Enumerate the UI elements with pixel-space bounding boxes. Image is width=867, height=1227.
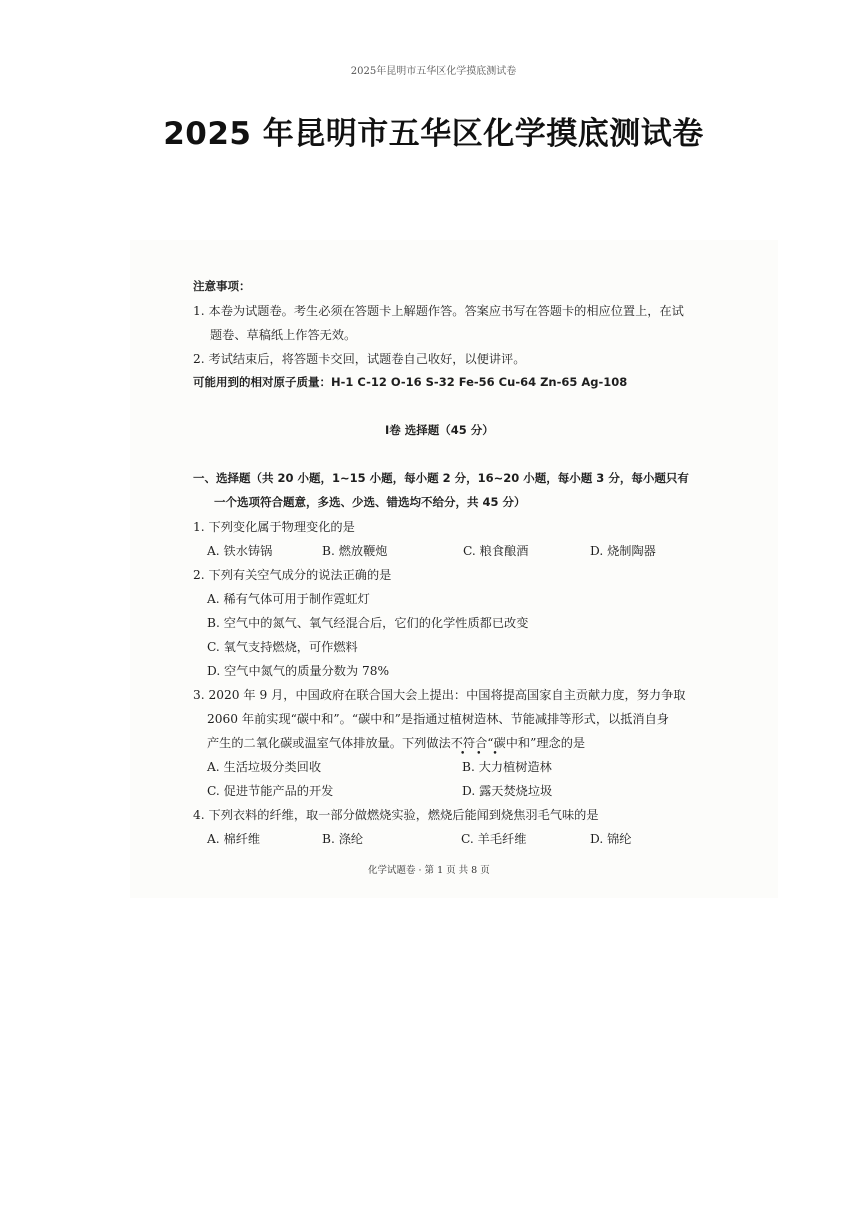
q3-option-d: D. 露天焚烧垃圾 — [462, 784, 553, 798]
q1-stem: 1. 下列变化属于物理变化的是 — [193, 520, 355, 534]
notice-item-1-cont: 题卷、草稿纸上作答无效。 — [210, 328, 357, 342]
q1-option-d: D. 烧制陶器 — [590, 544, 656, 558]
notice-item-2: 2. 考试结束后，将答题卡交回，试题卷自己收好，以便讲评。 — [193, 352, 526, 366]
q3-option-a: A. 生活垃圾分类回收 — [207, 760, 322, 774]
q4-option-c: C. 羊毛纤维 — [461, 832, 527, 846]
atomic-mass-line: 可能用到的相对原子质量：H-1 C-12 O-16 S-32 Fe-56 Cu-64 Zn-65 Ag-108 — [193, 375, 628, 389]
q2-option-b: B. 空气中的氮气、氧气经混合后，它们的化学性质都已改变 — [207, 616, 529, 630]
q1-option-c: C. 粮食酿酒 — [463, 544, 529, 558]
q3-option-b: B. 大力植树造林 — [462, 760, 552, 774]
notice-heading: 注意事项： — [193, 279, 251, 293]
q1-option-b: B. 燃放鞭炮 — [322, 544, 388, 558]
document-title: 2025 年昆明市五华区化学摸底测试卷 — [163, 116, 704, 152]
q2-option-d: D. 空气中氮气的质量分数为 78% — [207, 664, 390, 678]
part1-instructions: 一、选择题（共 20 小题，1~15 小题，每小题 2 分，16~20 小题，每小题 3 分，每小题只有 — [193, 471, 689, 485]
q3-stem-2: 2060 年前实现“碳中和”。“碳中和”是指通过植树造林、节能减排等形式，以抵消自身 — [207, 712, 669, 726]
q2-option-a: A. 稀有气体可用于制作霓虹灯 — [207, 592, 370, 606]
q1-option-a: A. 铁水铸锅 — [207, 544, 273, 558]
q3-option-c: C. 促进节能产品的开发 — [207, 784, 334, 798]
q3-stem-3: 产生的二氧化碳或温室气体排放量。下列做法不符合“碳中和”理念的是 — [207, 736, 586, 750]
q2-stem: 2. 下列有关空气成分的说法正确的是 — [193, 568, 392, 582]
notice-item-1: 1. 本卷为试题卷。考生必须在答题卡上解题作答。答案应书写在答题卡的相应位置上，在试 — [193, 304, 684, 318]
scanned-exam-page — [130, 240, 778, 898]
part1-instructions-cont: 一个选项符合题意，多选、少选、错选均不给分，共 45 分） — [214, 495, 526, 509]
q2-option-c: C. 氧气支持燃烧，可作燃料 — [207, 640, 358, 654]
emphasis-dots: • • • — [460, 749, 502, 759]
q4-option-a: A. 棉纤维 — [207, 832, 261, 846]
section-title: Ⅰ卷 选择题（45 分） — [385, 423, 494, 437]
page-footer: 化学试题卷 · 第 1 页 共 8 页 — [368, 865, 490, 876]
running-header: 2025年昆明市五华区化学摸底测试卷 — [350, 66, 517, 77]
q4-stem: 4. 下列衣料的纤维，取一部分做燃烧实验，燃烧后能闻到烧焦羽毛气味的是 — [193, 808, 599, 822]
q3-stem-1: 3. 2020 年 9 月，中国政府在联合国大会上提出：中国将提高国家自主贡献力度，努力争取 — [193, 688, 686, 702]
q4-option-d: D. 锦纶 — [590, 832, 632, 846]
q4-option-b: B. 涤纶 — [322, 832, 364, 846]
